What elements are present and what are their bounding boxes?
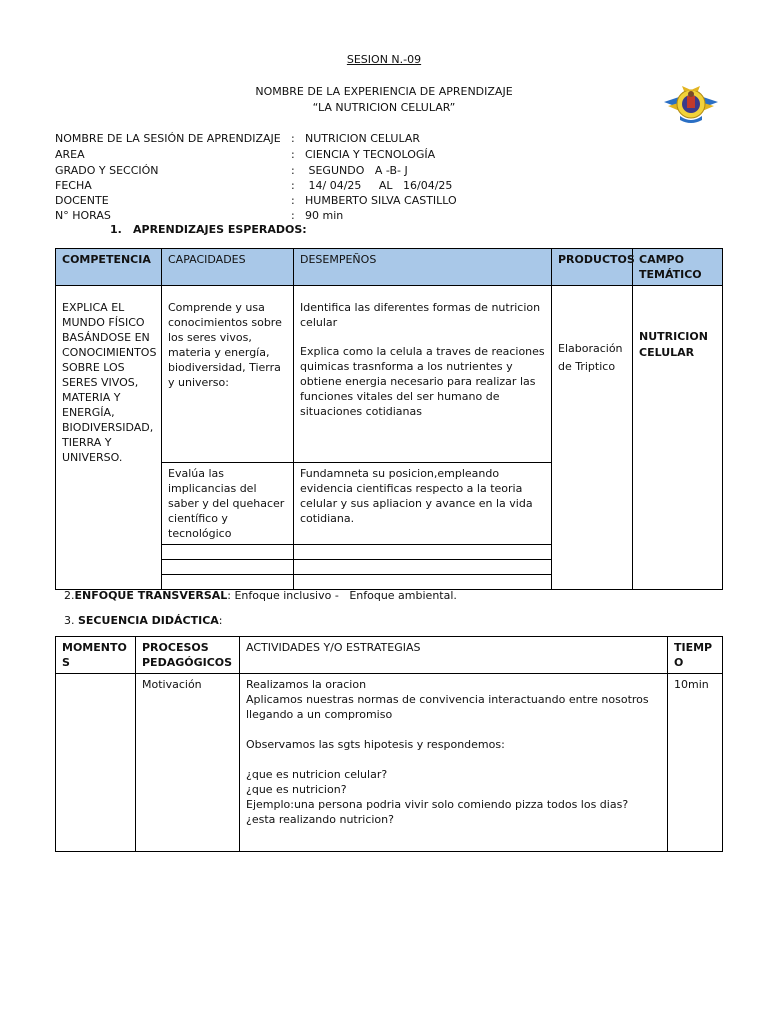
info-row-teacher (55, 194, 715, 209)
desempeno-2-cell: Fundamneta su posicion,empleando evidencia cientificas respecto a la teoria celular y sus apliacion y avance en la vida cotidiana. (294, 463, 552, 545)
desempeno-1-cell (294, 286, 552, 463)
header-actividades: ACTIVIDADES Y/O ESTRATEGIAS (240, 637, 668, 674)
empty-cell (294, 575, 552, 590)
header-productos: PRODUCTOS (552, 249, 633, 286)
info-label: NOMBRE DE LA SESIÓN DE APRENDIZAJE (55, 132, 281, 145)
proceso-cell: Motivación (136, 674, 240, 852)
sequence-table (55, 636, 723, 852)
learning-table (55, 248, 723, 590)
info-label: N° HORAS (55, 209, 111, 222)
header-capacidades: CAPACIDADES (162, 249, 294, 286)
info-separator: : (291, 164, 295, 177)
info-row-area (55, 148, 715, 163)
section-3-line (64, 614, 223, 627)
info-label: AREA (55, 148, 85, 161)
header-campo-tematico: CAMPO TEMÁTICO (633, 249, 723, 286)
school-emblem-icon (662, 82, 720, 126)
section-1-number: 1. (110, 223, 122, 236)
experience-title: “LA NUTRICION CELULAR” (312, 101, 456, 114)
actividad-line: Ejemplo:una persona podria vivir solo comiendo pizza todos los dias? (246, 798, 629, 811)
section-2-text: : Enfoque inclusivo - Enfoque ambiental. (227, 589, 457, 602)
competencia-cell: EXPLICA EL MUNDO FÍSICO BASÁNDOSE EN CONOCIMIENTOS SOBRE LOS SERES VIVOS, MATERIA Y ENERGÍA, BIODIVERSIDAD, TIERRA Y UNIVERSO. (56, 286, 162, 590)
info-row-hours (55, 209, 715, 224)
info-value: SEGUNDO A -B- J (305, 164, 408, 177)
empty-cell (162, 560, 294, 575)
desempeno-1b: Explica como la celula a traves de reaciones quimicas trasnforma a los nutrientes y obtiene energia necesario para realizar las funciones vitales del ser humano de situaciones cotidianas (300, 345, 545, 418)
actividad-line (246, 722, 661, 737)
info-separator: : (291, 179, 295, 192)
info-label: FECHA (55, 179, 92, 192)
actividad-line: Observamos las sgts hipotesis y respondemos: (246, 738, 505, 751)
actividad-line (246, 752, 661, 767)
section-1-title: APRENDIZAJES ESPERADOS: (133, 223, 307, 236)
info-value: HUMBERTO SILVA CASTILLO (305, 194, 457, 207)
session-number: SESION N.-09 (346, 53, 422, 66)
info-value: 90 min (305, 209, 344, 222)
actividades-cell (240, 674, 668, 852)
header-procesos: PROCESOS PEDAGÓGICOS (136, 637, 240, 674)
info-separator: : (291, 148, 295, 161)
empty-cell (162, 545, 294, 560)
table-row (56, 674, 723, 852)
section-3-number: 3. (64, 614, 75, 627)
info-separator: : (291, 209, 295, 222)
actividad-line: Realizamos la oracion (246, 678, 367, 691)
experience-label: NOMBRE DE LA EXPERIENCIA DE APRENDIZAJE (255, 85, 513, 98)
empty-cell (294, 545, 552, 560)
info-label: GRADO Y SECCIÓN (55, 164, 159, 177)
header-momentos: MOMENTOS (56, 637, 136, 674)
actividad-line: Aplicamos nuestras normas de convivencia interactuando entre nosotros llegando a un compromiso (246, 693, 649, 721)
info-row-grade (55, 164, 715, 179)
info-value: NUTRICION CELULAR (305, 132, 421, 145)
header-desempenos: DESEMPEÑOS (294, 249, 552, 286)
capacidad-1-cell: Comprende y usa conocimientos sobre los seres vivos, materia y energía, biodiversidad, Tierra y universo: (162, 286, 294, 463)
info-row-session-name (55, 132, 715, 147)
info-separator: : (291, 132, 295, 145)
actividad-line: ¿esta realizando nutricion? (246, 813, 394, 826)
info-separator: : (291, 194, 295, 207)
empty-cell (162, 575, 294, 590)
desempeno-1a: Identifica las diferentes formas de nutricion celular (300, 301, 541, 329)
campo-tematico-cell: NUTRICION CELULAR (633, 286, 723, 590)
learning-table-header (56, 249, 723, 286)
tiempo-cell: 10min (668, 674, 723, 852)
info-label: DOCENTE (55, 194, 109, 207)
info-value: CIENCIA Y TECNOLOGÍA (305, 148, 436, 161)
empty-cell (294, 560, 552, 575)
capacidad-2-cell: Evalúa las implicancias del saber y del quehacer científico y tecnológico (162, 463, 294, 545)
section-3-colon: : (218, 614, 223, 627)
actividad-line: ¿que es nutricion celular? (246, 768, 388, 781)
section-2-title: ENFOQUE TRANSVERSAL (74, 589, 228, 602)
header-competencia: COMPETENCIA (56, 249, 162, 286)
actividad-line: ¿que es nutricion? (246, 783, 347, 796)
info-value: 14/ 04/25 AL 16/04/25 (305, 179, 453, 192)
header-tiempo: TIEMPO (668, 637, 723, 674)
info-row-date (55, 179, 715, 194)
momento-cell (56, 674, 136, 852)
sequence-table-header (56, 637, 723, 674)
producto-cell: Elaboración de Triptico (552, 286, 633, 590)
table-row (56, 286, 723, 463)
section-2-line (64, 589, 457, 602)
section-2-number: 2. (64, 589, 75, 602)
section-3-title: SECUENCIA DIDÁCTICA (78, 614, 219, 627)
